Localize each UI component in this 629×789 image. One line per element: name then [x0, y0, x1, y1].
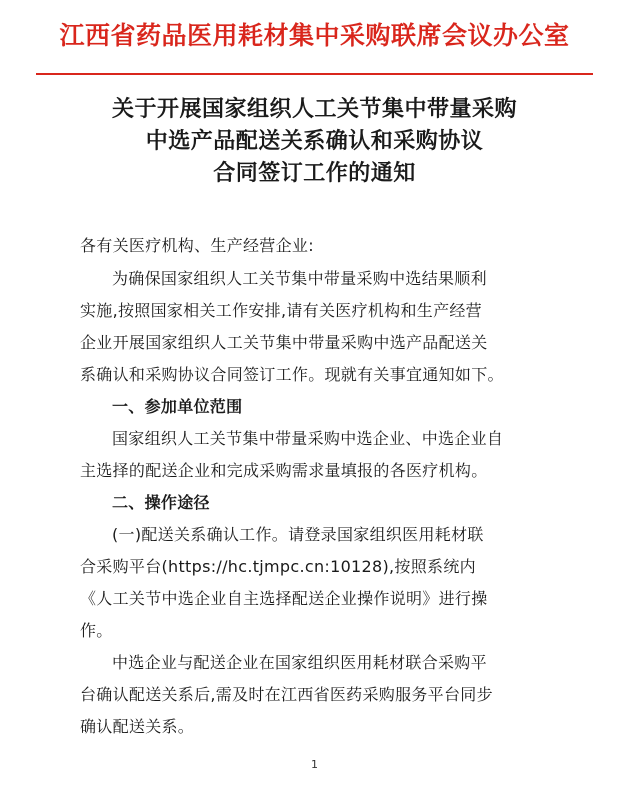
section-2-line-2: 合采购平台(https://hc.tjmpc.cn:10128),按照系统内	[80, 557, 476, 576]
header-red-rule	[36, 73, 593, 75]
section-2-line-4: 作。	[80, 621, 113, 640]
section-2-line-3: 《人工关节中选企业自主选择配送企业操作说明》进行操	[80, 589, 488, 608]
intro-line-2: 实施,按照国家相关工作安排,请有关医疗机构和生产经营	[80, 301, 482, 320]
title-line-3: 合同签订工作的通知	[213, 160, 416, 186]
section-2b-line-2: 台确认配送关系后,需及时在江西省医药采购服务平台同步	[80, 685, 493, 704]
title-line-2: 中选产品配送关系确认和采购协议	[145, 128, 484, 154]
section-2b-line-1: 中选企业与配送企业在国家组织医用耗材联合采购平	[112, 653, 487, 672]
intro-line-1: 为确保国家组织人工关节集中带量采购中选结果顺利	[112, 269, 487, 288]
title-line-1: 关于开展国家组织人工关节集中带量采购	[111, 96, 517, 122]
section-2-heading: 二、操作途径	[112, 493, 210, 512]
section-1-heading: 一、参加单位范围	[112, 397, 243, 416]
salutation: 各有关医疗机构、生产经营企业:	[80, 236, 314, 255]
section-2-line-1: (一)配送关系确认工作。请登录国家组织医用耗材联	[112, 525, 484, 544]
page-number: 1	[311, 758, 318, 771]
issuing-office-header: 江西省药品医用耗材集中采购联席会议办公室	[59, 21, 570, 50]
intro-line-3: 企业开展国家组织人工关节集中带量采购中选产品配送关	[80, 333, 488, 352]
section-2b-line-3: 确认配送关系。	[80, 717, 195, 736]
section-1-line-1: 国家组织人工关节集中带量采购中选企业、中选企业自	[112, 429, 504, 448]
intro-line-4: 系确认和采购协议合同签订工作。现就有关事宜通知如下。	[80, 365, 504, 384]
section-1-line-2: 主选择的配送企业和完成采购需求量填报的各医疗机构。	[80, 461, 488, 480]
